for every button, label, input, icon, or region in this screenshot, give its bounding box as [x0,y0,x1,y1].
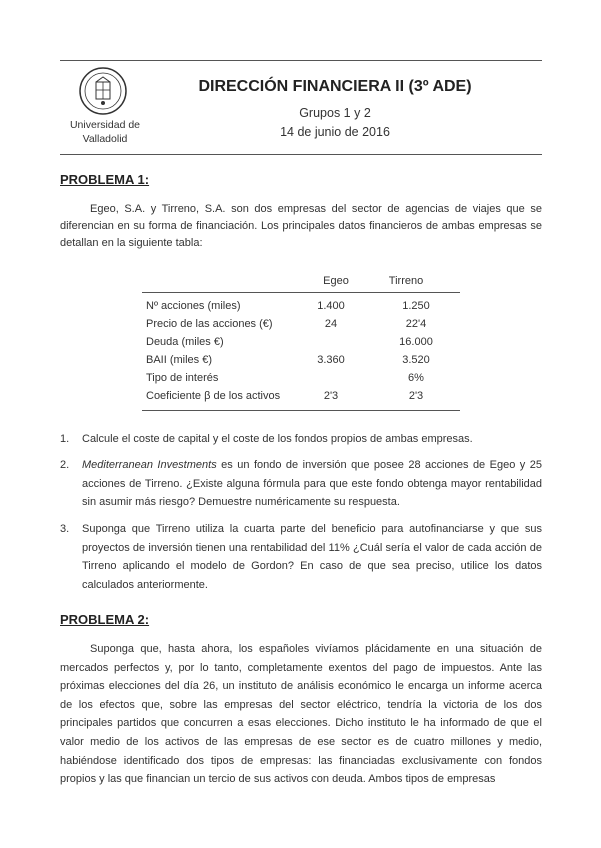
table-header-egeo: Egeo [323,275,349,287]
exam-date: 14 de junio de 2016 [280,125,390,139]
problem-1-heading: PROBLEMA 1: [60,172,150,187]
exam-groups: Grupos 1 y 2 [299,106,371,120]
table-row: Nº acciones (miles) 1.400 1.250 [146,300,430,312]
problem-1-intro: Egeo, S.A. y Tirreno, S.A. son dos empresas del sector de agencias de viajes que se diferencian en su forma de financiación. Los principales datos financieros de ambas empresas se detallan en la siguiente tabla: [60,203,542,250]
table-row: Tipo de interés 6% [146,372,424,384]
university-seal-icon [78,66,128,116]
table-header-rule [142,292,460,293]
table-bottom-rule [142,410,460,411]
university-name: Universidad de Valladolid [69,119,141,145]
table-row: Precio de las acciones (€) 24 22'4 [146,318,427,330]
fund-name: Mediterranean Investments [82,459,217,471]
header-divider [60,154,542,155]
table-header-tirreno: Tirreno [388,275,424,287]
table-row: Deuda (miles €) 16.000 [146,336,433,348]
table-row: BAII (miles €) 3.360 3.520 [146,354,430,366]
question-3: 3. Suponga que Tirreno utiliza la cuarta parte del beneficio para autofinanciarse y que sus proyectos de inversión tienen una rentabilidad del 11% ¿Cuál sería el valor de cada acción de Tirreno aplicando el modelo de Gordon? En caso de que sea preciso, utilice los datos calculados anteriormente. [60,523,542,591]
table-row: Coeficiente β de los activos 2'3 2'3 [146,390,424,402]
question-1: 1. Calcule el coste de capital y el coste de los fondos propios de ambas empresas. [60,433,473,445]
problem-2-heading: PROBLEMA 2: [60,612,150,627]
problem-2-text: Suponga que, hasta ahora, los españoles vivíamos plácidamente en una situación de mercados perfectos y, por lo tanto, completamente exentos del pago de impuestos. Ante las próximas elecciones del día 26, un instituto de análisis económico le encarga un informe acerca de los efectos que, sobre las empresas del sector eléctrico, tendría la victoria de los dos principales partidos que concurren a esas elecciones. Dicho instituto le ha informado de que el valor medio de los activos de las empresas de ese sector es de cuatro millones y medio, habiéndose identificado dos tipos de empresas: las financiadas exclusivamente con fondos propios y las que financian un tercio de sus activos con deuda. Ambos tipos de empresas [60,643,542,786]
exam-title: DIRECCIÓN FINANCIERA II (3º ADE) [198,78,472,95]
question-2: 2. Mediterranean Investments es un fondo de inversión que posee 28 acciones de Egeo y 25 acciones de Tirreno. ¿Existe alguna fórmula para que este fondo obtenga mayor rentabilidad sin asumir más riesgo? Demuestre numéricamente su respuesta. [60,459,542,508]
top-divider [60,60,542,61]
